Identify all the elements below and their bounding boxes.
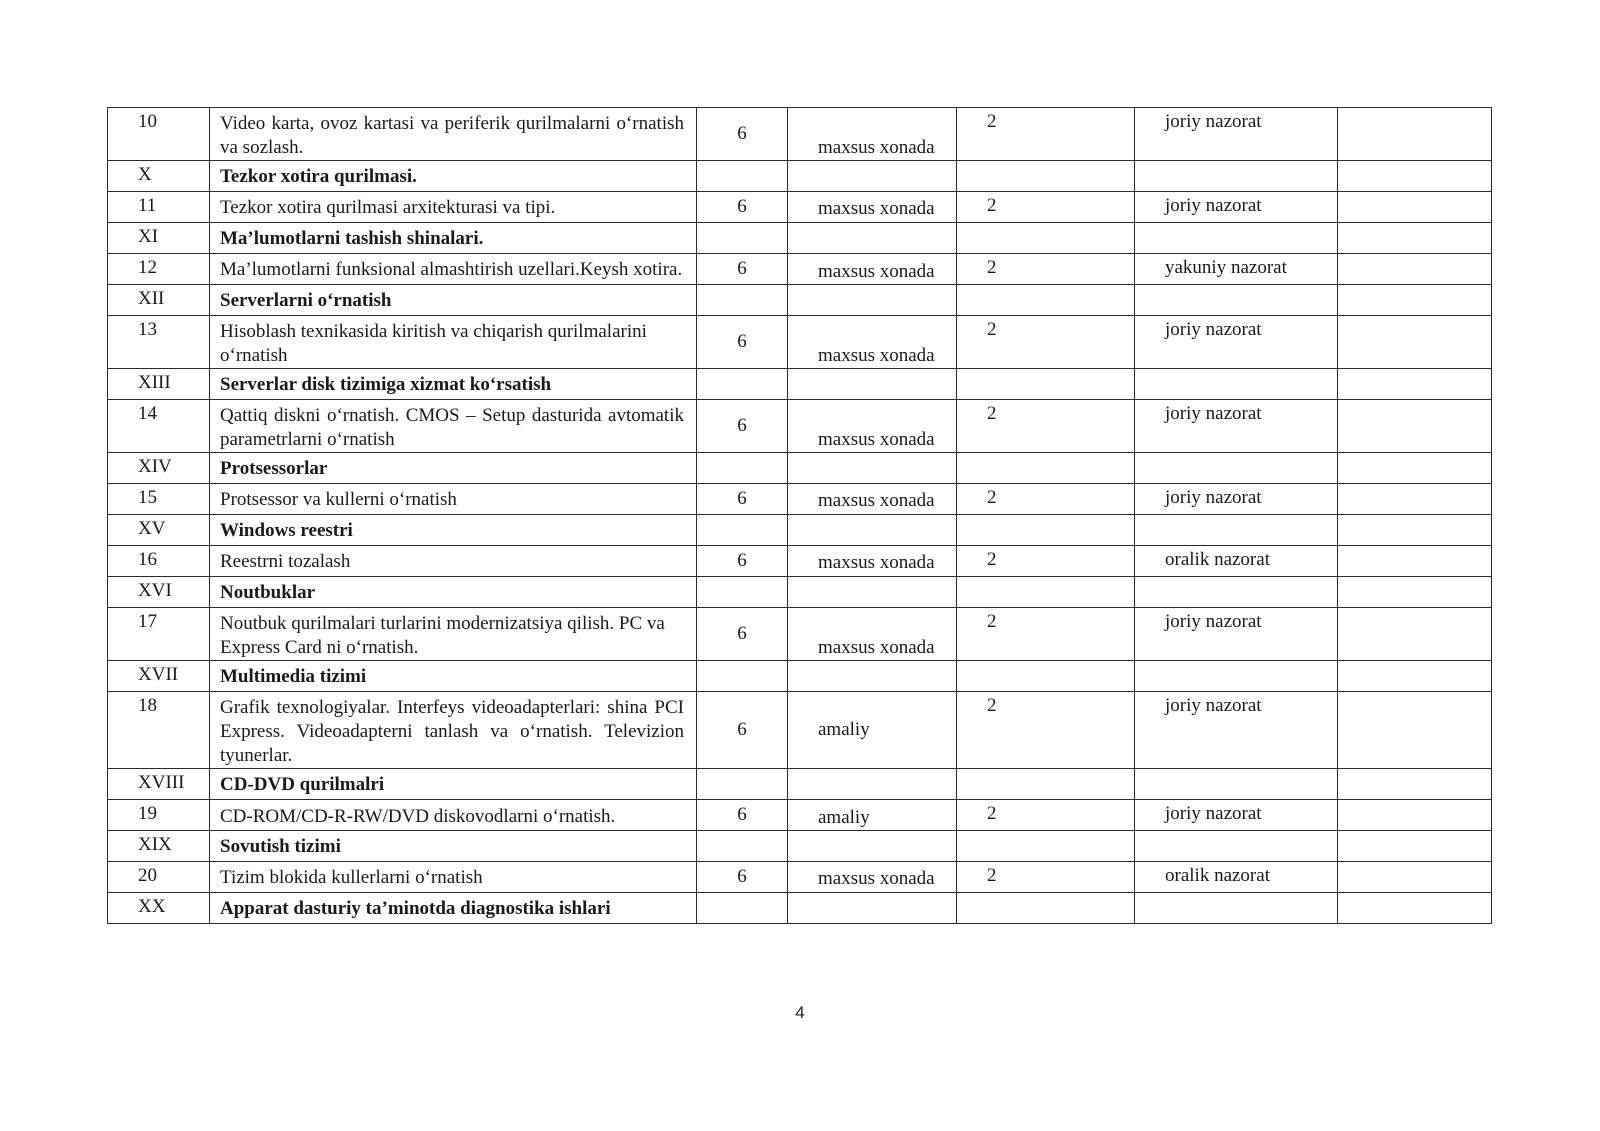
row-number: 18: [108, 692, 210, 769]
section-number: XVI: [108, 577, 210, 608]
table-row: [108, 862, 1492, 893]
hours-cell: 6: [697, 400, 788, 453]
control-cell: [1135, 453, 1338, 484]
place-cell: [788, 223, 957, 254]
table-row: [108, 484, 1492, 515]
lessons-cell: [957, 453, 1135, 484]
hours-cell: [697, 831, 788, 862]
place-cell: [788, 515, 957, 546]
section-title: Multimedia tizimi: [210, 661, 697, 692]
lessons-cell: [957, 285, 1135, 316]
section-title: Tezkor xotira qurilmasi.: [210, 161, 697, 192]
lessons-cell: 2: [957, 254, 1135, 285]
lessons-cell: 2: [957, 484, 1135, 515]
note-cell: [1338, 769, 1492, 800]
table-row: [108, 692, 1492, 769]
lessons-cell: [957, 893, 1135, 924]
hours-cell: 6: [697, 192, 788, 223]
hours-cell: [697, 369, 788, 400]
section-row: [108, 161, 1492, 192]
row-number: 11: [108, 192, 210, 223]
section-number: XVIII: [108, 769, 210, 800]
lessons-cell: 2: [957, 400, 1135, 453]
topic-cell: Noutbuk qurilmalari turlarini modernizatsiya qilish. PC va Express Card ni o‘rnatish.: [210, 608, 697, 661]
place-cell: maxsus xonada: [788, 108, 957, 161]
section-title: Protsessorlar: [210, 453, 697, 484]
hours-cell: [697, 515, 788, 546]
note-cell: [1338, 453, 1492, 484]
note-cell: [1338, 831, 1492, 862]
control-cell: [1135, 161, 1338, 192]
section-number: XIII: [108, 369, 210, 400]
place-cell: [788, 285, 957, 316]
control-cell: [1135, 769, 1338, 800]
control-cell: [1135, 223, 1338, 254]
control-cell: [1135, 661, 1338, 692]
section-title: Apparat dasturiy ta’minotda diagnostika ishlari: [210, 893, 697, 924]
curriculum-table: [107, 107, 1492, 924]
control-cell: oralik nazorat: [1135, 862, 1338, 893]
lessons-cell: 2: [957, 192, 1135, 223]
hours-cell: 6: [697, 546, 788, 577]
control-cell: joriy nazorat: [1135, 108, 1338, 161]
control-cell: joriy nazorat: [1135, 692, 1338, 769]
lessons-cell: [957, 369, 1135, 400]
hours-cell: [697, 285, 788, 316]
hours-cell: [697, 769, 788, 800]
section-number: XV: [108, 515, 210, 546]
note-cell: [1338, 400, 1492, 453]
place-cell: maxsus xonada: [788, 546, 957, 577]
lessons-cell: [957, 769, 1135, 800]
section-row: [108, 831, 1492, 862]
section-number: XIX: [108, 831, 210, 862]
lessons-cell: 2: [957, 108, 1135, 161]
hours-cell: 6: [697, 692, 788, 769]
place-cell: maxsus xonada: [788, 862, 957, 893]
note-cell: [1338, 893, 1492, 924]
topic-cell: Grafik texnologiyalar. Interfeys videoadapterlari: shina PCI Express. Videoadapterni tanlash va o‘rnatish. Televizion tyunerlar.: [210, 692, 697, 769]
note-cell: [1338, 285, 1492, 316]
row-number: 10: [108, 108, 210, 161]
table-row: [108, 608, 1492, 661]
lessons-cell: 2: [957, 692, 1135, 769]
lessons-cell: 2: [957, 546, 1135, 577]
control-cell: joriy nazorat: [1135, 316, 1338, 369]
place-cell: maxsus xonada: [788, 400, 957, 453]
note-cell: [1338, 661, 1492, 692]
topic-cell: Tezkor xotira qurilmasi arxitekturasi va tipi.: [210, 192, 697, 223]
place-cell: [788, 831, 957, 862]
hours-cell: [697, 893, 788, 924]
page-number: 4: [795, 1003, 805, 1022]
topic-cell: Tizim blokida kullerlarni o‘rnatish: [210, 862, 697, 893]
section-title: Serverlar disk tizimiga xizmat ko‘rsatish: [210, 369, 697, 400]
note-cell: [1338, 577, 1492, 608]
note-cell: [1338, 692, 1492, 769]
section-row: [108, 515, 1492, 546]
control-cell: joriy nazorat: [1135, 400, 1338, 453]
note-cell: [1338, 515, 1492, 546]
control-cell: [1135, 515, 1338, 546]
place-cell: maxsus xonada: [788, 484, 957, 515]
control-cell: [1135, 285, 1338, 316]
section-number: XIV: [108, 453, 210, 484]
topic-cell: CD-ROM/CD-R-RW/DVD diskovodlarni o‘rnatish.: [210, 800, 697, 831]
place-cell: maxsus xonada: [788, 192, 957, 223]
hours-cell: 6: [697, 254, 788, 285]
section-title: Sovutish tizimi: [210, 831, 697, 862]
hours-cell: 6: [697, 484, 788, 515]
hours-cell: 6: [697, 862, 788, 893]
section-number: XII: [108, 285, 210, 316]
row-number: 16: [108, 546, 210, 577]
topic-cell: Protsessor va kullerni o‘rnatish: [210, 484, 697, 515]
control-cell: yakuniy nazorat: [1135, 254, 1338, 285]
note-cell: [1338, 546, 1492, 577]
hours-cell: [697, 661, 788, 692]
row-number: 15: [108, 484, 210, 515]
note-cell: [1338, 161, 1492, 192]
lessons-cell: 2: [957, 862, 1135, 893]
topic-cell: Hisoblash texnikasida kiritish va chiqarish qurilmalarini o‘rnatish: [210, 316, 697, 369]
control-cell: oralik nazorat: [1135, 546, 1338, 577]
table-row: [108, 316, 1492, 369]
hours-cell: [697, 161, 788, 192]
hours-cell: [697, 577, 788, 608]
hours-cell: [697, 223, 788, 254]
row-number: 14: [108, 400, 210, 453]
control-cell: [1135, 893, 1338, 924]
row-number: 12: [108, 254, 210, 285]
place-cell: [788, 161, 957, 192]
control-cell: joriy nazorat: [1135, 608, 1338, 661]
control-cell: joriy nazorat: [1135, 192, 1338, 223]
section-row: [108, 453, 1492, 484]
section-row: [108, 577, 1492, 608]
hours-cell: [697, 453, 788, 484]
lessons-cell: [957, 831, 1135, 862]
lessons-cell: [957, 223, 1135, 254]
note-cell: [1338, 369, 1492, 400]
control-cell: joriy nazorat: [1135, 800, 1338, 831]
place-cell: amaliy: [788, 692, 957, 769]
control-cell: [1135, 577, 1338, 608]
note-cell: [1338, 316, 1492, 369]
topic-cell: Video karta, ovoz kartasi va periferik qurilmalarni o‘rnatish va sozlash.: [210, 108, 697, 161]
section-number: XI: [108, 223, 210, 254]
note-cell: [1338, 800, 1492, 831]
topic-cell: Reestrni tozalash: [210, 546, 697, 577]
place-cell: [788, 453, 957, 484]
section-row: [108, 369, 1492, 400]
section-title: Serverlarni o‘rnatish: [210, 285, 697, 316]
control-cell: joriy nazorat: [1135, 484, 1338, 515]
section-row: [108, 223, 1492, 254]
note-cell: [1338, 484, 1492, 515]
note-cell: [1338, 108, 1492, 161]
hours-cell: 6: [697, 316, 788, 369]
section-row: [108, 661, 1492, 692]
note-cell: [1338, 608, 1492, 661]
place-cell: [788, 577, 957, 608]
note-cell: [1338, 223, 1492, 254]
section-title: CD-DVD qurilmalri: [210, 769, 697, 800]
lessons-cell: 2: [957, 800, 1135, 831]
note-cell: [1338, 862, 1492, 893]
section-number: X: [108, 161, 210, 192]
control-cell: [1135, 369, 1338, 400]
place-cell: amaliy: [788, 800, 957, 831]
row-number: 13: [108, 316, 210, 369]
table-row: [108, 108, 1492, 161]
row-number: 20: [108, 862, 210, 893]
hours-cell: 6: [697, 108, 788, 161]
control-cell: [1135, 831, 1338, 862]
section-row: [108, 285, 1492, 316]
place-cell: [788, 661, 957, 692]
note-cell: [1338, 254, 1492, 285]
row-number: 19: [108, 800, 210, 831]
table-row: [108, 192, 1492, 223]
section-title: Ma’lumotlarni tashish shinalari.: [210, 223, 697, 254]
topic-cell: Qattiq diskni o‘rnatish. CMOS – Setup dasturida avtomatik parametrlarni o‘rnatish: [210, 400, 697, 453]
table-row: [108, 800, 1492, 831]
table-row: [108, 400, 1492, 453]
lessons-cell: [957, 515, 1135, 546]
table-row: [108, 546, 1492, 577]
lessons-cell: [957, 577, 1135, 608]
section-row: [108, 769, 1492, 800]
lessons-cell: 2: [957, 608, 1135, 661]
lessons-cell: [957, 161, 1135, 192]
place-cell: maxsus xonada: [788, 316, 957, 369]
row-number: 17: [108, 608, 210, 661]
place-cell: [788, 893, 957, 924]
hours-cell: 6: [697, 608, 788, 661]
hours-cell: 6: [697, 800, 788, 831]
place-cell: [788, 369, 957, 400]
place-cell: maxsus xonada: [788, 608, 957, 661]
topic-cell: Ma’lumotlarni funksional almashtirish uzellari.Keysh xotira.: [210, 254, 697, 285]
place-cell: maxsus xonada: [788, 254, 957, 285]
table-row: [108, 254, 1492, 285]
section-number: XVII: [108, 661, 210, 692]
section-title: Noutbuklar: [210, 577, 697, 608]
lessons-cell: 2: [957, 316, 1135, 369]
place-cell: [788, 769, 957, 800]
section-number: XX: [108, 893, 210, 924]
note-cell: [1338, 192, 1492, 223]
section-row: [108, 893, 1492, 924]
section-title: Windows reestri: [210, 515, 697, 546]
lessons-cell: [957, 661, 1135, 692]
